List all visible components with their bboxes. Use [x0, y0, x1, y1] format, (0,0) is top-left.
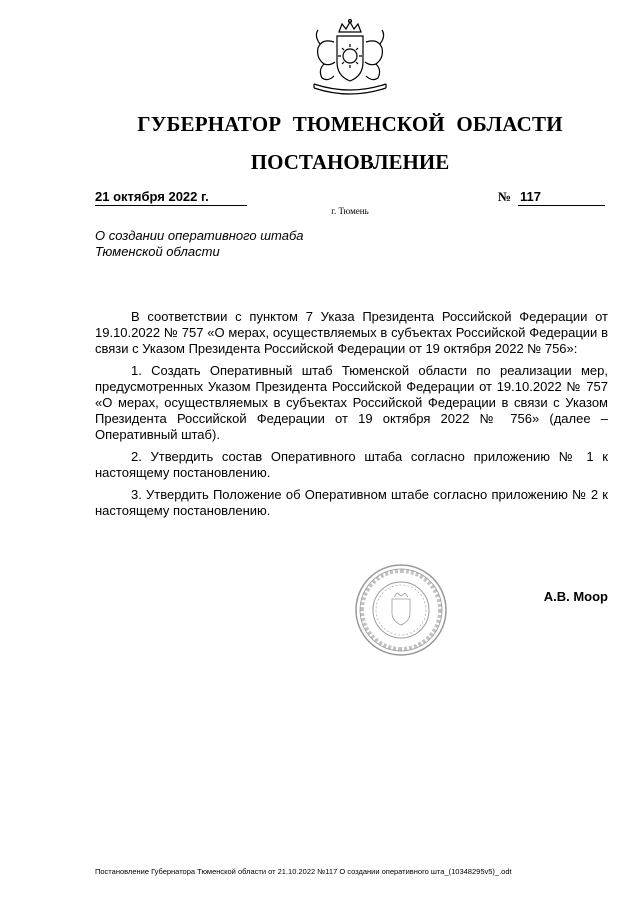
city: г. Тюмень	[331, 206, 369, 216]
paragraph-item-2: 2. Утвердить состав Оперативного штаба согласно приложению № 1 к настоящему постановлению.	[95, 449, 608, 480]
document-type: ПОСТАНОВЛЕНИЕ	[250, 150, 450, 174]
date-field	[95, 188, 247, 206]
paragraph-item-3: 3. Утвердить Положение об Оперативном штабе согласно приложению № 2 к настоящему постановлению.	[95, 487, 608, 518]
subject-line-1: О создании оперативного штаба	[95, 228, 304, 243]
number-field	[518, 188, 605, 206]
document-number: 117	[520, 189, 541, 204]
coat-of-arms-icon	[306, 18, 394, 102]
document-subject	[95, 228, 395, 260]
document-body	[95, 309, 608, 525]
organization-title: ГУБЕРНАТОР ТЮМЕНСКОЙ ОБЛАСТИ	[137, 112, 563, 136]
signer-name: А.В. Моор	[543, 589, 608, 604]
document-date: 21 октября 2022 г.	[95, 189, 209, 204]
footer-file-reference: Постановление Губернатора Тюменской области от 21.10.2022 №117 О создании оперативного шта_(10348295v5)_.odt	[95, 867, 512, 876]
number-sign: №	[498, 189, 512, 204]
subject-line-2: Тюменской области	[95, 244, 220, 259]
official-seal-icon	[354, 563, 448, 657]
paragraph-item-1: 1. Создать Оперативный штаб Тюменской области по реализации мер, предусмотренных Указом Президента Российской Федерации от 19.10.2022 № 757 «О мерах, осуществляемых в субъектах Российской Федерации в связи с Указом Президента Российской Федерации от 19 октября 2022 № 756» (далее – Оперативный штаб).	[95, 363, 608, 442]
paragraph-preamble: В соответствии с пунктом 7 Указа Президента Российской Федерации от 19.10.2022 № 757 «О мерах, осуществляемых в субъектах Российской Федерации в связи с Указом Президента Российской Федерации от 19 октября 2022 № 756»:	[95, 309, 608, 356]
